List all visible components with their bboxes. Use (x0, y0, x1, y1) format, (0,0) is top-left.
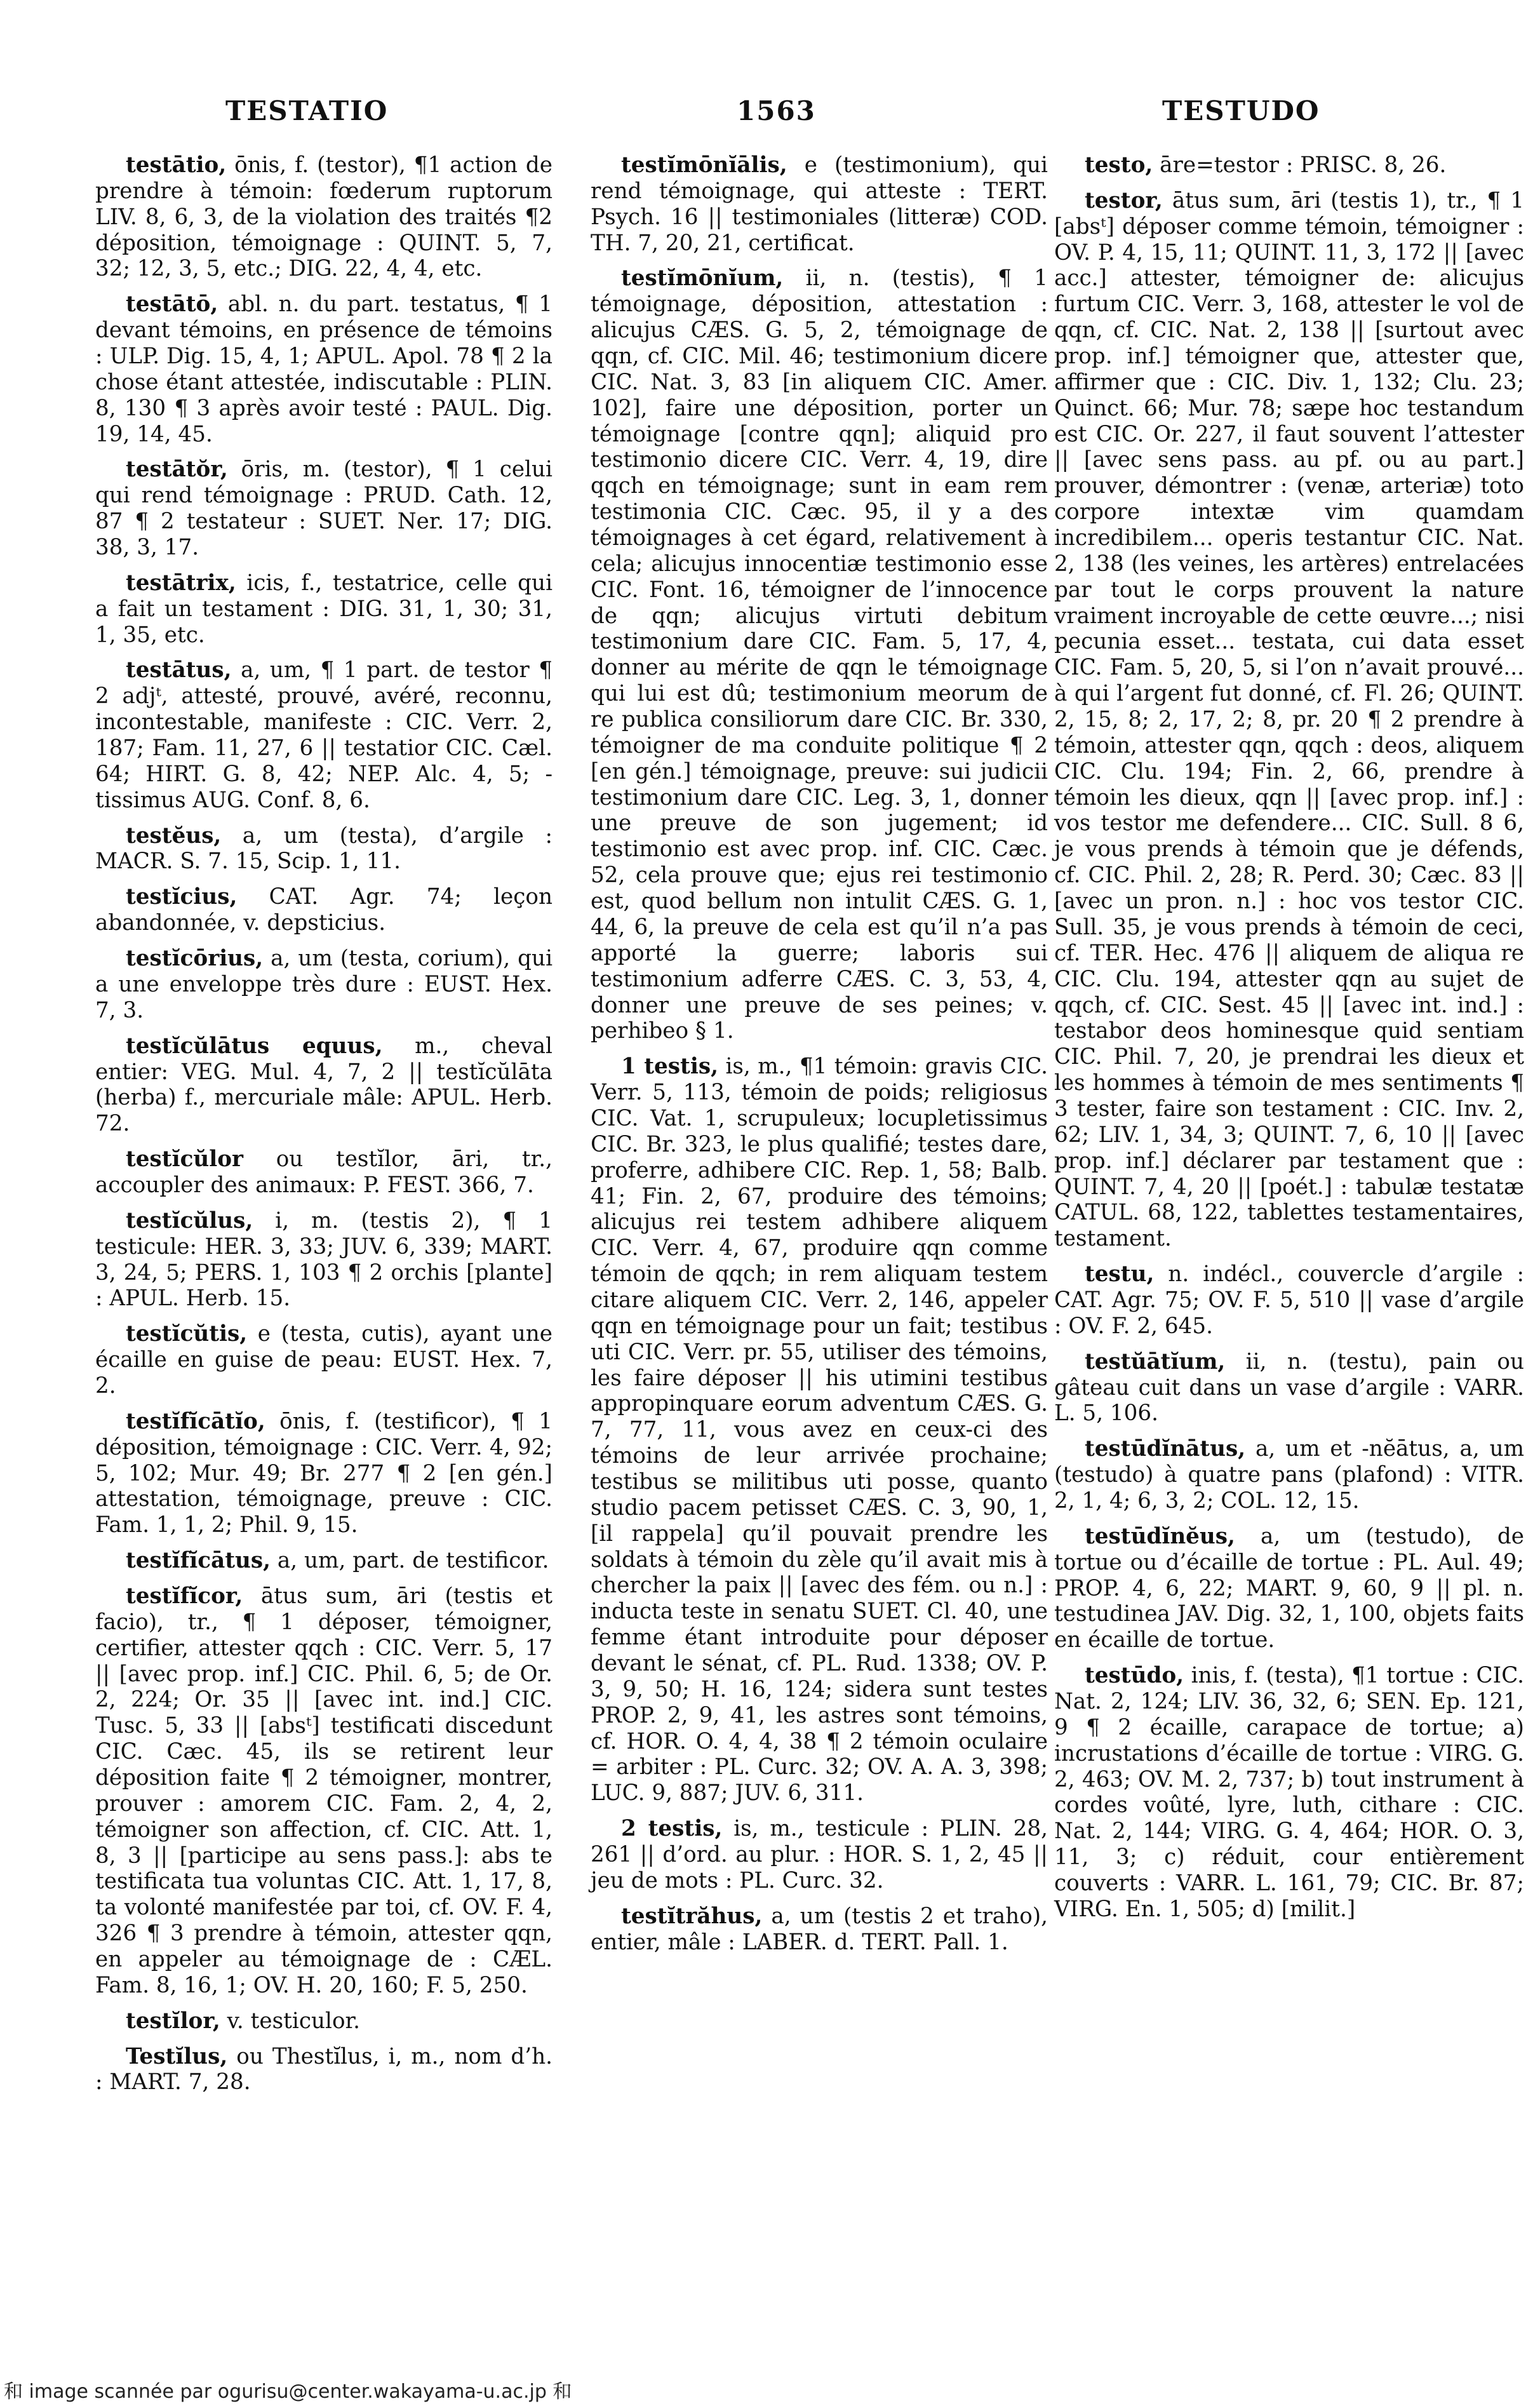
dictionary-entry (95, 1548, 552, 1574)
scan-credit: 和 image scannée par ogurisu@center.wakayama-u.ac.jp 和 (4, 2381, 572, 2403)
entry-definition: ātus sum, āri (testis et facio), tr., ¶ 1 déposer, témoigner, certifier, attester qqch : CIC. Verr. 5, 17 || [avec prop. inf.] CIC. Phil. 6, 5; de Or. 2, 224; Or. 35 || [avec int. ind.] CIC. Tusc. 5, 33 || [absᵗ] testificati discedunt CIC. Cæc. 45, ils se retirent leur déposition faite ¶ 2 témoigner, montrer, prouver : amorem CIC. Fam. 2, 4, 2, témoigner son affection, cf. CIC. Att. 1, 8, 3 || [participe au sens pass.]: abs te testificata tua voluntas CIC. Att. 1, 17, 8, ta volonté manifestée par toi, cf. OV. F. 4, 326 ¶ 3 prendre à témoin, attester qqn, en appeler au témoignage de : CÆL. Fam. 8, 16, 1; OV. H. 20, 160; F. 5, 250. (95, 1583, 552, 1998)
dictionary-entry (591, 152, 1048, 256)
entry-definition: āre=testor : PRISC. 8, 26. (1160, 152, 1447, 178)
entry-definition: ōris, m. (testor), ¶ 1 celui qui rend témoignage : PRUD. Cath. 12, 87 ¶ 2 testateur : SUET. Ner. 17; DIG. 38, 3, 17. (95, 457, 552, 561)
entry-headword: testĭcŭlātus equus, (126, 1033, 383, 1059)
dictionary-entry (591, 1904, 1048, 1956)
entry-definition: ou Thestĭlus, i, m., nom d’h. : MART. 7, 28. (95, 2043, 552, 2095)
dictionary-entry (95, 1146, 552, 1199)
entry-definition: e (testa, cutis), ayant une écaille en guise de peau: EUST. Hex. 7, 2. (95, 1321, 553, 1399)
entry-headword: testĭcŭtis, (126, 1321, 248, 1347)
entry-headword: testĭmōnĭālis, (621, 152, 787, 178)
entry-headword: testātio, (126, 152, 227, 178)
dictionary-entry (95, 2044, 552, 2096)
entry-definition: a, um et -nĕātus, a, um (testudo) à quatre pans (plafond) : VITR. 2, 1, 4; 6, 3, 2; COL. 12, 15. (1054, 1436, 1525, 1514)
entry-definition: icis, f., testatrice, celle qui a fait un testament : DIG. 31, 1, 30; 31, 1, 35, etc. (95, 570, 552, 648)
entry-definition: a, um (testudo), de tortue ou d’écaille de tortue : PL. Aul. 49; PROP. 4, 6, 22; MART. 9, 60, 9 || pl. n. testudinea JAV. Dig. 32, 1, 100, objets faits en écaille de tortue. (1054, 1523, 1525, 1653)
entry-definition: a, um (testa, corium), qui a une enveloppe très dure : EUST. Hex. 7, 3. (95, 946, 553, 1023)
dictionary-entry (95, 292, 552, 447)
dictionary-entry (95, 657, 552, 813)
entry-definition: e (testimonium), qui rend témoignage, qui atteste : TERT. Psych. 16 || testimoniales (litteræ) COD. TH. 7, 20, 21, certificat. (591, 152, 1048, 256)
dictionary-entry (95, 1208, 552, 1312)
entry-headword: testĭtrăhus, (621, 1903, 763, 1929)
entry-definition: a, um, ¶ 1 part. de testor ¶ 2 adjᵗ, attesté, prouvé, avéré, reconnu, incontestable, manifeste : CIC. Verr. 2, 187; Fam. 11, 27, 6 || testatior CIC. Cæl. 64; HIRT. G. 8, 42; NEP. Alc. 4, 5; -tissimus AUG. Conf. 8, 6. (95, 657, 553, 813)
dictionary-entry (1054, 1436, 1524, 1514)
running-head-left: TESTATIO (225, 95, 389, 126)
dictionary-entry (95, 1409, 552, 1538)
entry-definition: v. testiculor. (227, 2008, 360, 2034)
dictionary-entry (1054, 152, 1524, 178)
entry-headword: testātrix, (126, 570, 236, 596)
entry-headword: testūdĭnātus, (1085, 1436, 1246, 1462)
entry-headword: testĭfĭcor, (126, 1583, 243, 1609)
dictionary-entry (1054, 1261, 1524, 1340)
entry-definition: m., cheval entier: VEG. Mul. 4, 7, 2 || testĭcŭlāta (herba) f., mercuriale mâle: APUL. Herb. 72. (95, 1033, 552, 1137)
entry-definition: is, m., testicule : PLIN. 28, 261 || d’ord. au plur. : HOR. S. 1, 2, 45 || jeu de mots : PL. Curc. 32. (591, 1816, 1048, 1893)
entry-definition: ou testĭlor, āri, tr., accoupler des animaux: P. FEST. 366, 7. (95, 1146, 552, 1198)
entry-headword: 2 testis, (621, 1816, 723, 1842)
entry-definition: ii, n. (testis), ¶ 1 témoignage, déposition, attestation : alicujus CÆS. G. 5, 2, témoignage de qqn, cf. CIC. Mil. 46; testimonium dicere CIC. Nat. 3, 83 [in aliquem CIC. Amer. 102], faire une déposition, porter un témoignage [contre qqn]; aliquid pro testimonio dicere CIC. Verr. 4, 19, dire qqch en témoignage; sunt in eam rem testimonia CIC. Cæc. 95, il y a des témoignages à cet égard, relativement à cela; alicujus innocentiæ testimonio esse CIC. Font. 16, témoigner de l’innocence de qqn; alicujus virtuti debitum testimonium dare CIC. Fam. 5, 17, 4, donner au mérite de qqn le témoignage qui lui est dû; testimonium meorum de re publica consiliorum dare CIC. Br. 330, témoigner de ma conduite politique ¶ 2 [en gén.] témoignage, preuve: sui judicii testimonium dare CIC. Leg. 3, 1, donner une preuve de son jugement; id testimonio est avec prop. inf. CIC. Cæc. 52, cela prouve que; ejus rei testimonio est, quod bellum non intulit CÆS. G. 1, 44, 6, la preuve de cela est qu’il n’a pas apporté la guerre; laboris sui testimonium adferre CÆS. C. 3, 53, 4, donner une preuve de ses peines; v. perhibeo § 1. (591, 265, 1048, 1044)
entry-definition: ōnis, f. (testificor), ¶ 1 déposition, témoignage : CIC. Verr. 4, 92; 5, 102; Mur. 49; Br. 277 ¶ 2 [en gén.] attestation, témoignage, preuve : CIC. Fam. 1, 1, 2; Phil. 9, 15. (95, 1408, 552, 1538)
dictionary-entry (95, 946, 552, 1024)
entry-headword: testor, (1085, 187, 1163, 213)
entry-definition: ōnis, f. (testor), ¶1 action de prendre à témoin: fœderum ruptorum LIV. 8, 6, 3, de la violation des traités ¶2 déposition, témoignage : QUINT. 5, 7, 32; 12, 3, 5, etc.; DIG. 22, 4, 4, etc. (95, 152, 552, 282)
entry-headword: testātō, (126, 292, 218, 318)
entry-headword: Testĭlus, (126, 2043, 228, 2069)
dictionary-entry (95, 823, 552, 875)
dictionary-entry (1054, 188, 1524, 1252)
entry-headword: testātŏr, (126, 457, 228, 483)
entry-headword: testo, (1085, 152, 1153, 178)
entry-headword: testĭcŭlus, (126, 1207, 253, 1233)
entry-headword: testūdo, (1085, 1663, 1184, 1689)
entry-headword: testŭātĭum, (1085, 1348, 1226, 1374)
entry-definition: CAT. Agr. 74; leçon abandonnée, v. depsticius. (95, 884, 552, 936)
entry-definition: is, m., ¶1 témoin: gravis CIC. Verr. 5, 113, témoin de poids; religiosus CIC. Vat. 1, scrupuleux; locupletissimus CIC. Br. 323, le plus qualifié; testes dare, proferre, adhibere CIC. Rep. 1, 58; Balb. 41; Fin. 2, 67, produire des témoins; alicujus rei testem adhibere aliquem CIC. Verr. 4, 67, produire qqn comme témoin de qqch; in rem aliquam testem citare aliquem CIC. Verr. 2, 146, appeler qqn en témoignage pour un fait; testibus uti CIC. Verr. pr. 55, utiliser des témoins, les faire déposer || his utimini testibus appropinquare eorum adventum CÆS. G. 7, 77, 11, vous avez en ceux-ci des témoins de leur arrivée prochaine; testibus se militibus uti posse, quanto studio pacem petisset CÆS. C. 3, 90, 1, [il rappela] qu’il pouvait prendre les soldats à témoin du zèle qu’il avait mis à chercher la paix || [avec des fém. ou n.] : inducta teste in senatu SUET. Cl. 40, une femme étant introduite pour déposer devant le sénat, cf. PL. Rud. 1338; OV. P. 3, 9, 50; H. 16, 124; sidera sunt testes PROP. 2, 9, 41, les astres sont témoins, cf. HOR. O. 4, 4, 38 ¶ 2 témoin oculaire = arbiter : PL. Curc. 32; OV. A. A. 3, 398; LUC. 9, 887; JUV. 6, 311. (591, 1054, 1048, 1806)
entry-definition: i, m. (testis 2), ¶ 1 testicule: HER. 3, 33; JUV. 6, 339; MART. 3, 24, 5; PERS. 1, 103 ¶ 2 orchis [plante] : APUL. Herb. 15. (95, 1207, 552, 1312)
entry-headword: testĭfĭcātus, (126, 1548, 271, 1574)
entry-headword: testĭlor, (126, 2008, 220, 2034)
entry-headword: testĭmōnĭum, (621, 265, 784, 292)
dictionary-entry (95, 152, 552, 282)
entry-definition: inis, f. (testa), ¶1 tortue : CIC. Nat. 2, 124; LIV. 36, 32, 6; SEN. Ep. 121, 9 ¶ 2 écaille, carapace de tortue; a) incrustations d’écaille de tortue : VIRG. G. 2, 463; OV. M. 2, 737; b) tout instrument à cordes voûté, lyre, luth, cithare : CIC. Nat. 2, 144; VIRG. G. 4, 464; HOR. O. 3, 11, 3; c) réduit, cour entièrement couverts : VARR. L. 161, 79; CIC. Br. 87; VIRG. En. 1, 505; d) [milit.] (1054, 1663, 1524, 1922)
dictionary-entry (95, 457, 552, 560)
entry-headword: testĭfĭcātĭo, (126, 1408, 265, 1434)
dictionary-entry (591, 1816, 1048, 1894)
dictionary-entry (1054, 1524, 1524, 1653)
entry-headword: testātus, (126, 657, 232, 683)
entry-definition: a, um, part. de testificor. (277, 1548, 549, 1574)
column-middle (591, 152, 1048, 1965)
dictionary-entry (591, 265, 1048, 1044)
dictionary-entry (95, 1583, 552, 1999)
entry-definition: n. indécl., couvercle d’argile : CAT. Agr. 75; OV. F. 5, 510 || vase d’argile : OV. F. 2, 645. (1054, 1261, 1524, 1339)
dictionary-entry (1054, 1663, 1524, 1923)
dictionary-entry (95, 1321, 552, 1399)
column-right (1054, 152, 1524, 1932)
entry-headword: 1 testis, (621, 1054, 718, 1080)
entry-headword: testĭcius, (126, 884, 238, 910)
dictionary-entry (95, 884, 552, 936)
column-left (95, 152, 552, 2105)
entry-headword: testūdĭnĕus, (1085, 1523, 1235, 1549)
entry-definition: abl. n. du part. testatus, ¶ 1 devant témoins, en présence de témoins : ULP. Dig. 15, 4, 1; APUL. Apol. 78 ¶ 2 la chose étant attestée, indiscutable : PLIN. 8, 130 ¶ 3 après avoir testé : PAUL. Dig. 19, 14, 45. (95, 292, 552, 447)
page-number: 1563 (737, 95, 816, 126)
entry-definition: ātus sum, āri (testis 1), tr., ¶ 1 [absᵗ] déposer comme témoin, témoigner : OV. P. 4, 15, 11; QUINT. 11, 3, 172 || [avec acc.] attester, témoigner de: alicujus furtum CIC. Verr. 3, 168, attester le vol de qqn, cf. CIC. Nat. 2, 138 || [surtout avec prop. inf.] témoigner que, attester que, affirmer que : CIC. Div. 1, 132; Clu. 23; Quinct. 66; Mur. 78; sæpe hoc testandum est CIC. Or. 227, il faut souvent l’attester || [avec sens pass. au pf. ou au part.] prouver, démontrer : (venæ, arteriæ) toto corpore intextæ vim quamdam incredibilem... operis testantur CIC. Nat. 2, 138 (les veines, les artères) entrelacées par tout le corps prouvent la nature vraiment incroyable de cette œuvre...; nisi pecunia esset... testata, cui data esset CIC. Fam. 5, 20, 5, si l’on n’avait prouvé... à qui l’argent fut donné, cf. Fl. 26; QUINT. 2, 15, 8; 2, 17, 2; 8, pr. 20 ¶ 2 prendre à témoin, attester qqn, qqch : deos, aliquem CIC. Clu. 194; Fin. 2, 66, prendre à témoin les dieux, qqn || [avec prop. inf.] : vos testor me defendere... CIC. Sull. 8 6, je vous prends à témoin que je défends, cf. CIC. Phil. 2, 28; R. Perd. 30; Cæc. 83 || [avec un pron. n.] : hoc vos testor CIC. Sull. 35, je vous prends à témoin de ceci, cf. TER. Hec. 476 || aliquem de aliqua re CIC. Clu. 194, attester qqn au sujet de qqch, cf. CIC. Sest. 45 || [avec int. ind.] : testabor deos hominesque quid sentiam CIC. Phil. 7, 20, je prendrai les dieux et les hommes à témoin de mes sentiments ¶ 3 tester, faire son testament : CIC. Inv. 2, 62; LIV. 1, 34, 3; QUINT. 7, 6, 10 || [avec prop. inf.] déclarer par testament que : QUINT. 7, 4, 20 || [poét.] : tabulæ testatæ CATUL. 68, 122, tablettes testamentaires, testament. (1054, 187, 1524, 1252)
entry-definition: ii, n. (testu), pain ou gâteau cuit dans un vase d’argile : VARR. L. 5, 106. (1054, 1348, 1524, 1427)
entry-headword: testĭcōrius, (126, 946, 264, 972)
running-head-right: TESTUDO (1162, 95, 1320, 126)
dictionary-entry (95, 1033, 552, 1137)
dictionary-entry (95, 2008, 552, 2034)
dictionary-entry (591, 1054, 1048, 1806)
entry-headword: testĕus, (126, 823, 222, 849)
entry-definition: a, um (testa), d’argile : MACR. S. 7. 15, Scip. 1, 11. (95, 823, 552, 875)
dictionary-entry (1054, 1349, 1524, 1427)
dictionary-entry (95, 570, 552, 649)
entry-definition: a, um (testis 2 et traho), entier, mâle : LABER. d. TERT. Pall. 1. (591, 1903, 1048, 1955)
entry-headword: testu, (1085, 1261, 1155, 1287)
entry-headword: testĭcŭlor (126, 1146, 244, 1173)
